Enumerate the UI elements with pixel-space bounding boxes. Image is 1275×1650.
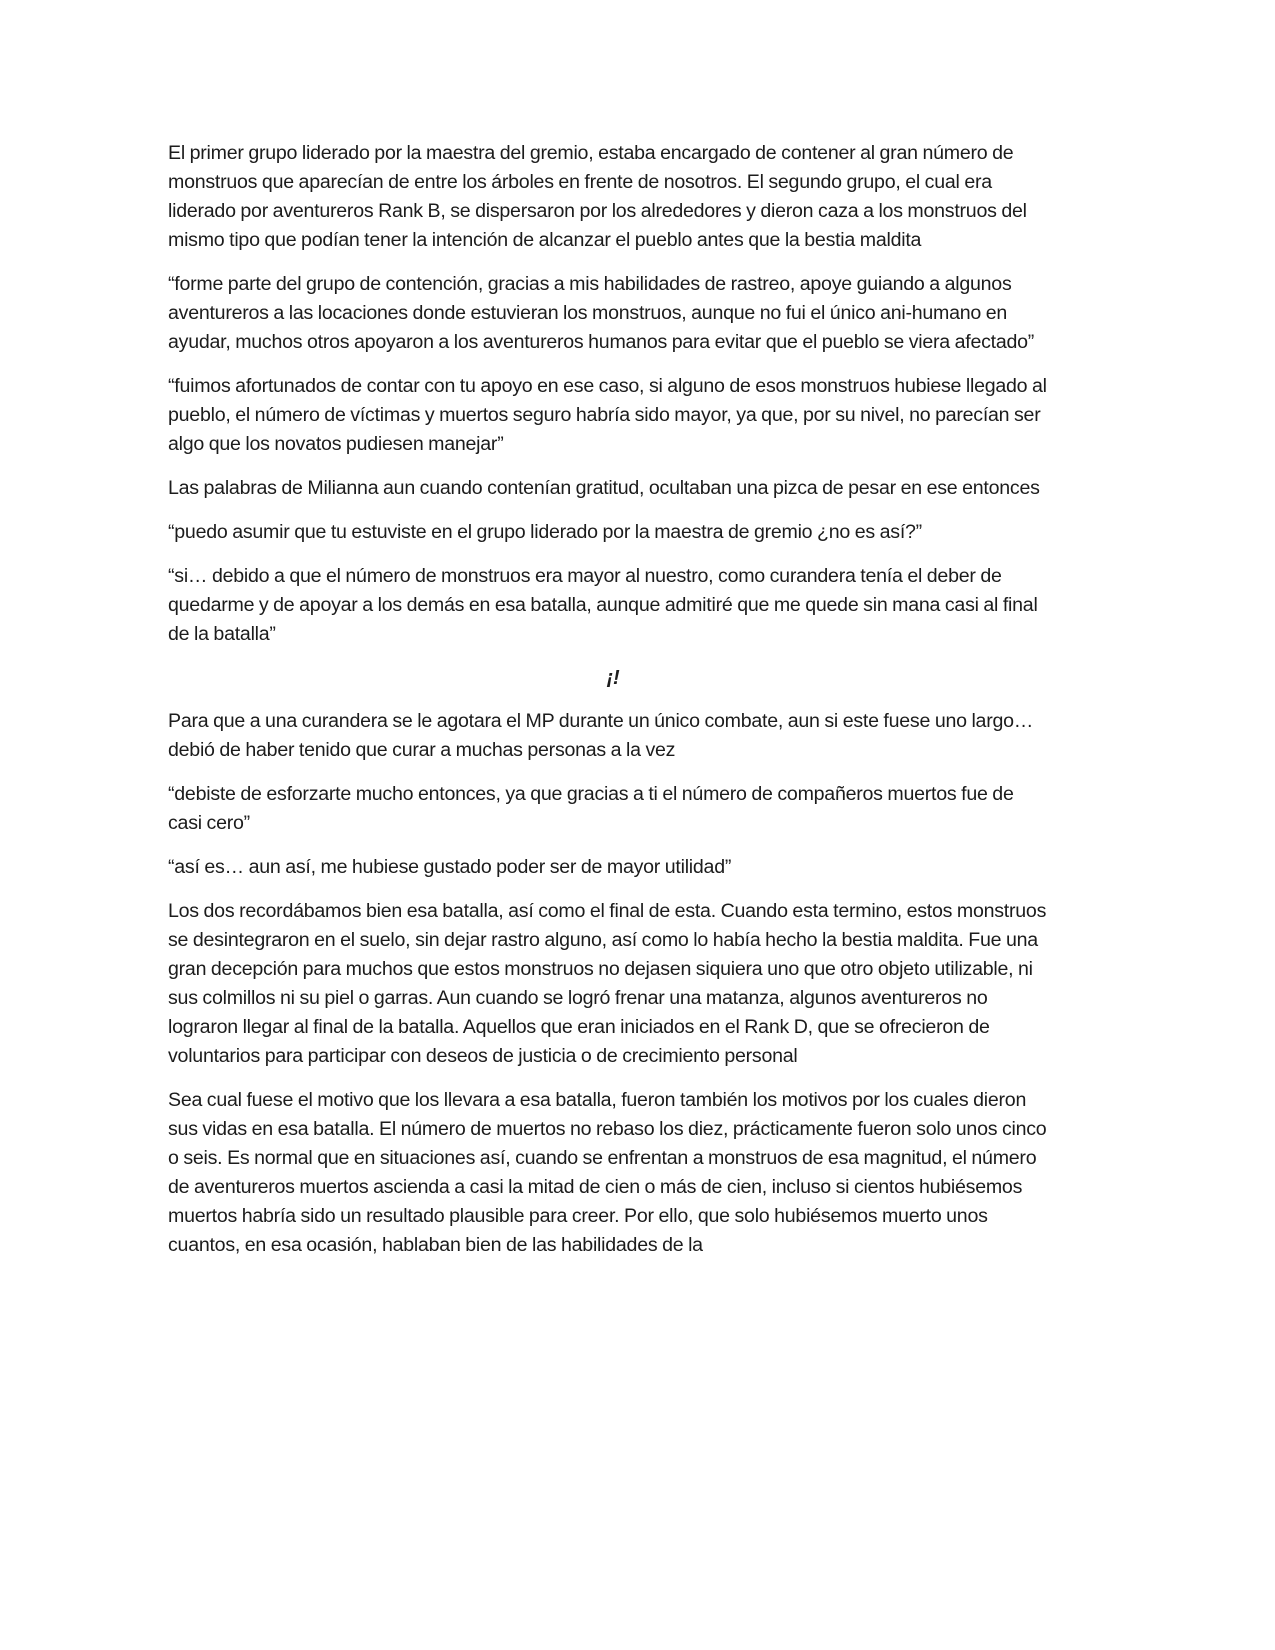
- paragraph: Las palabras de Milianna aun cuando contenían gratitud, ocultaban una pizca de pesar en ese entonces: [168, 477, 1040, 499]
- document-page: [168, 139, 1048, 1275]
- paragraph: Los dos recordábamos bien esa batalla, así como el final de esta. Cuando esta termino, estos monstruos se desintegraron en el suelo, sin dejar rastro alguno, así como lo había hecho la bestia maldita. Fue una gran decepción para muchos que estos monstruos no dejasen siquiera uno que otro objeto utilizable, ni sus colmillos ni su piel o garras. Aun cuando se logró frenar una matanza, algunos aventureros no lograron llegar al final de la batalla. Aquellos que eran iniciados en el Rank D, que se ofrecieron de voluntarios para participar con deseos de justicia o de crecimiento personal: [168, 900, 1047, 1067]
- paragraph: “forme parte del grupo de contención, gracias a mis habilidades de rastreo, apoye guiando a algunos aventureros a las locaciones donde estuvieran los monstruos, aunque no fui el único ani-humano en ayudar, muchos otros apoyaron a los aventureros humanos para evitar que el pueblo se viera afectado”: [168, 273, 1035, 353]
- paragraph: “puedo asumir que tu estuviste en el grupo liderado por la maestra de gremio ¿no es así?”: [168, 521, 922, 543]
- paragraph: “si… debido a que el número de monstruos era mayor al nuestro, como curandera tenía el deber de quedarme y de apoyar a los demás en esa batalla, aunque admitiré que me quede sin mana casi al final de la batalla”: [168, 565, 1038, 645]
- scene-break-separator: ¡!: [606, 667, 620, 689]
- paragraph: Sea cual fuese el motivo que los llevara a esa batalla, fueron también los motivos por los cuales dieron sus vidas en esa batalla. El número de muertos no rebaso los diez, prácticamente fueron solo unos cinco o seis. Es normal que en situaciones así, cuando se enfrentan a monstruos de esa magnitud, el número de aventureros muertos ascienda a casi la mitad de cien o más de cien, incluso si cientos hubiésemos muertos habría sido un resultado plausible para creer. Por ello, que solo hubiésemos muerto unos cuantos, en esa ocasión, hablaban bien de las habilidades de la: [168, 1089, 1047, 1256]
- paragraph: “así es… aun así, me hubiese gustado poder ser de mayor utilidad”: [168, 856, 732, 878]
- paragraph: El primer grupo liderado por la maestra del gremio, estaba encargado de contener al gran número de monstruos que aparecían de entre los árboles en frente de nosotros. El segundo grupo, el cual era liderado por aventureros Rank B, se dispersaron por los alrededores y dieron caza a los monstruos del mismo tipo que podían tener la intención de alcanzar el pueblo antes que la bestia maldita: [168, 142, 1027, 251]
- paragraph: Para que a una curandera se le agotara el MP durante un único combate, aun si este fuese uno largo… debió de haber tenido que curar a muchas personas a la vez: [168, 710, 1034, 761]
- paragraph: “debiste de esforzarte mucho entonces, ya que gracias a ti el número de compañeros muertos fue de casi cero”: [168, 783, 1014, 834]
- paragraph: “fuimos afortunados de contar con tu apoyo en ese caso, si alguno de esos monstruos hubiese llegado al pueblo, el número de víctimas y muertos seguro habría sido mayor, ya que, por su nivel, no parecían ser algo que los novatos pudiesen manejar”: [168, 375, 1047, 455]
